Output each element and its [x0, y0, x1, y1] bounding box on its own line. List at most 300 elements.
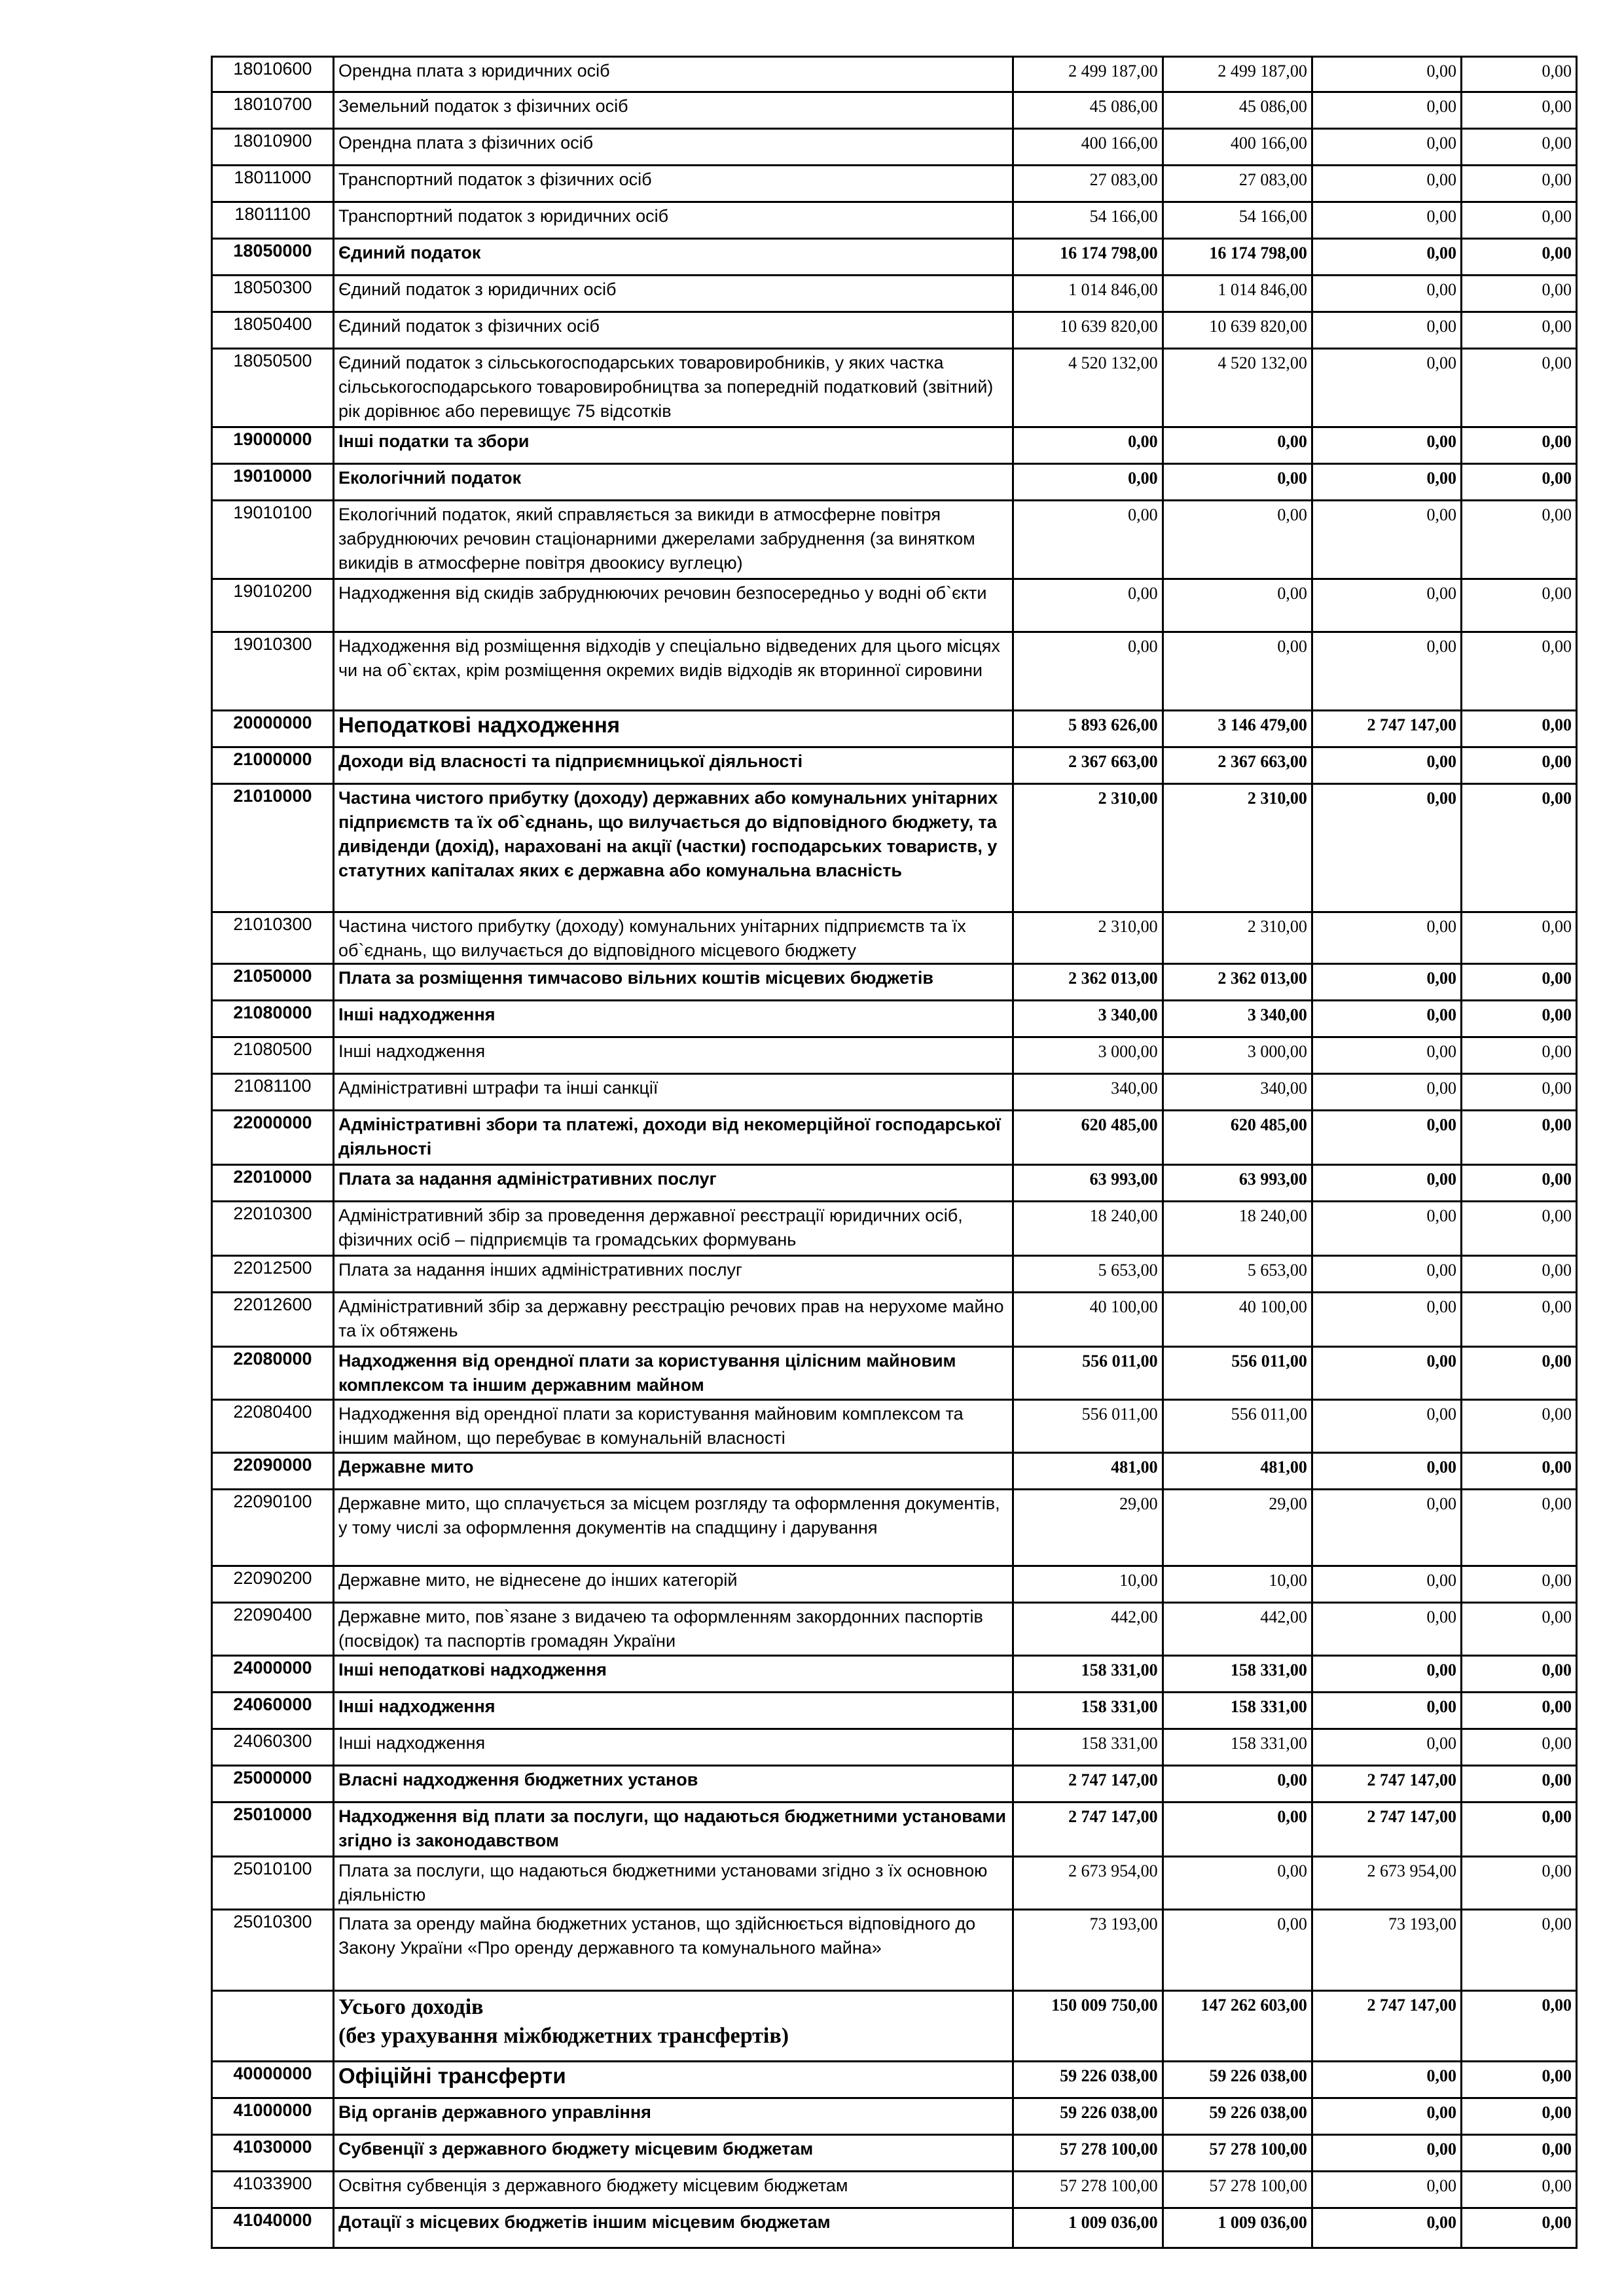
row-value-2: 57 278 100,00: [1163, 2172, 1312, 2208]
table-row: [212, 2208, 1577, 2248]
row-value-1: 16 174 798,00: [1013, 239, 1163, 276]
row-name: Власні надходження бюджетних установ: [333, 1766, 1013, 1803]
row-value-1: 0,00: [1013, 501, 1163, 579]
row-value-3: 2 747 147,00: [1312, 1991, 1461, 2062]
row-value-4: 0,00: [1462, 1656, 1577, 1693]
row-value-3: 2 673 954,00: [1312, 1857, 1461, 1910]
row-value-2: 2 367 663,00: [1163, 747, 1312, 784]
row-name: Інші надходження: [333, 1001, 1013, 1037]
row-value-1: 27 083,00: [1013, 166, 1163, 202]
row-value-4: 0,00: [1462, 2172, 1577, 2208]
table-row: [212, 1202, 1577, 1256]
row-code: 18010600: [212, 57, 334, 92]
row-code: 25000000: [212, 1766, 334, 1803]
table-row: [212, 166, 1577, 202]
row-value-3: 0,00: [1312, 1111, 1461, 1165]
row-name: Єдиний податок з юридичних осіб: [333, 276, 1013, 312]
row-value-4: 0,00: [1462, 1400, 1577, 1453]
row-name: Адміністративний збір за проведення державної реєстрації юридичних осіб, фізичних осіб – підприємців та громадських формувань: [333, 1202, 1013, 1256]
row-name: Субвенції з державного бюджету місцевим бюджетам: [333, 2135, 1013, 2172]
table-row: [212, 464, 1577, 501]
row-value-4: 0,00: [1462, 1910, 1577, 1991]
row-name: Адміністративні збори та платежі, доходи від некомерційної господарської діяльності: [333, 1111, 1013, 1165]
row-name: Частина чистого прибутку (доходу) комунальних унітарних підприємств та їх об`єднань, що вилучається до відповідного місцевого бюджету: [333, 912, 1013, 964]
table-row: [212, 1910, 1577, 1991]
table-row: [212, 2172, 1577, 2208]
row-value-4: 0,00: [1462, 57, 1577, 92]
table-row: [212, 1165, 1577, 1202]
row-code: 41000000: [212, 2098, 334, 2135]
row-value-4: 0,00: [1462, 747, 1577, 784]
row-code: 25010000: [212, 1803, 334, 1857]
row-value-1: 2 310,00: [1013, 784, 1163, 912]
row-code: 22000000: [212, 1111, 334, 1165]
row-name: Офіційні трансферти: [333, 2062, 1013, 2098]
row-name: Інші надходження: [333, 1693, 1013, 1729]
row-name: Надходження від орендної плати за користування цілісним майновим комплексом та іншим державним майном: [333, 1347, 1013, 1400]
row-code: 18011000: [212, 166, 334, 202]
row-code: 18011100: [212, 202, 334, 239]
row-value-4: 0,00: [1462, 1693, 1577, 1729]
row-value-4: 0,00: [1462, 1347, 1577, 1400]
row-name: Єдиний податок: [333, 239, 1013, 276]
row-code: 22010300: [212, 1202, 334, 1256]
row-name: Освітня субвенція з державного бюджету місцевим бюджетам: [333, 2172, 1013, 2208]
row-name: Плата за розміщення тимчасово вільних коштів місцевих бюджетів: [333, 964, 1013, 1001]
table-row: [212, 1037, 1577, 1074]
row-code: 18050500: [212, 349, 334, 427]
table-row: [212, 1857, 1577, 1910]
row-value-3: 0,00: [1312, 92, 1461, 129]
row-name: Орендна плата з юридичних осіб: [333, 57, 1013, 92]
table-row: [212, 129, 1577, 166]
row-value-3: 0,00: [1312, 1001, 1461, 1037]
table-row: [212, 632, 1577, 711]
row-value-2: 5 653,00: [1163, 1256, 1312, 1293]
row-value-1: 620 485,00: [1013, 1111, 1163, 1165]
table-row: [212, 1603, 1577, 1656]
row-value-1: 5 893 626,00: [1013, 711, 1163, 747]
table-row: [212, 1656, 1577, 1693]
table-row: [212, 1074, 1577, 1111]
row-code: 19010000: [212, 464, 334, 501]
row-code: 22090400: [212, 1603, 334, 1656]
row-name: Державне мито, пов`язане з видачею та оформленням закордонних паспортів (посвідок) та паспортів громадян України: [333, 1603, 1013, 1656]
table-row: [212, 579, 1577, 632]
row-value-3: 0,00: [1312, 747, 1461, 784]
row-value-3: 0,00: [1312, 464, 1461, 501]
row-code: 22010000: [212, 1165, 334, 1202]
row-value-4: 0,00: [1462, 1453, 1577, 1490]
table-row: [212, 1803, 1577, 1857]
row-value-1: 340,00: [1013, 1074, 1163, 1111]
row-value-3: 0,00: [1312, 276, 1461, 312]
row-value-1: 2 499 187,00: [1013, 57, 1163, 92]
row-name: Екологічний податок, який справляється за викиди в атмосферне повітря забруднюючих речовин стаціонарними джерелами забруднення (за винятком викидів в атмосферне повітря двоокису вуглецю): [333, 501, 1013, 579]
row-value-4: 0,00: [1462, 1202, 1577, 1256]
row-value-4: 0,00: [1462, 501, 1577, 579]
row-value-4: 0,00: [1462, 2098, 1577, 2135]
row-value-1: 57 278 100,00: [1013, 2172, 1163, 2208]
row-value-3: 0,00: [1312, 2135, 1461, 2172]
table-row: [212, 312, 1577, 349]
row-value-1: 73 193,00: [1013, 1910, 1163, 1991]
row-name: Усього доходів (без урахування міжбюджетних трансфертів): [333, 1991, 1013, 2062]
row-name: Плата за послуги, що надаються бюджетними установами згідно з їх основною діяльністю: [333, 1857, 1013, 1910]
table-row: [212, 2062, 1577, 2098]
row-value-4: 0,00: [1462, 1001, 1577, 1037]
row-code: 22090200: [212, 1566, 334, 1603]
row-value-2: 158 331,00: [1163, 1693, 1312, 1729]
row-value-2: 27 083,00: [1163, 166, 1312, 202]
row-code: 41033900: [212, 2172, 334, 2208]
table-row: [212, 57, 1577, 92]
row-value-4: 0,00: [1462, 1991, 1577, 2062]
row-name: Єдиний податок з фізичних осіб: [333, 312, 1013, 349]
row-code: 19010200: [212, 579, 334, 632]
table-row: [212, 747, 1577, 784]
row-name: Транспортний податок з юридичних осіб: [333, 202, 1013, 239]
row-code: 41030000: [212, 2135, 334, 2172]
row-value-2: 40 100,00: [1163, 1293, 1312, 1347]
row-value-3: 0,00: [1312, 1729, 1461, 1766]
row-value-1: 0,00: [1013, 579, 1163, 632]
row-code: 18010700: [212, 92, 334, 129]
row-value-3: 0,00: [1312, 1400, 1461, 1453]
row-value-3: 2 747 147,00: [1312, 1766, 1461, 1803]
row-value-4: 0,00: [1462, 579, 1577, 632]
row-value-1: 2 673 954,00: [1013, 1857, 1163, 1910]
row-value-1: 0,00: [1013, 427, 1163, 464]
table-row: [212, 1729, 1577, 1766]
row-value-1: 556 011,00: [1013, 1347, 1163, 1400]
row-code: 22090000: [212, 1453, 334, 1490]
row-value-3: 0,00: [1312, 579, 1461, 632]
table-row: [212, 711, 1577, 747]
table-row: [212, 202, 1577, 239]
row-value-2: 1 009 036,00: [1163, 2208, 1312, 2248]
table-row: [212, 1453, 1577, 1490]
row-value-2: 0,00: [1163, 464, 1312, 501]
row-name: Орендна плата з фізичних осіб: [333, 129, 1013, 166]
row-value-4: 0,00: [1462, 166, 1577, 202]
row-value-1: 59 226 038,00: [1013, 2098, 1163, 2135]
row-value-1: 40 100,00: [1013, 1293, 1163, 1347]
row-value-4: 0,00: [1462, 1857, 1577, 1910]
row-value-1: 442,00: [1013, 1603, 1163, 1656]
row-value-1: 2 747 147,00: [1013, 1803, 1163, 1857]
row-value-4: 0,00: [1462, 349, 1577, 427]
row-value-1: 54 166,00: [1013, 202, 1163, 239]
row-name: Дотації з місцевих бюджетів іншим місцевим бюджетам: [333, 2208, 1013, 2248]
row-value-1: 0,00: [1013, 464, 1163, 501]
row-value-1: 2 747 147,00: [1013, 1766, 1163, 1803]
row-code: 18050400: [212, 312, 334, 349]
row-name: Інші надходження: [333, 1037, 1013, 1074]
row-value-2: 556 011,00: [1163, 1347, 1312, 1400]
row-code: 21010300: [212, 912, 334, 964]
table-row: [212, 1256, 1577, 1293]
row-value-2: 3 000,00: [1163, 1037, 1312, 1074]
row-name: Плата за надання адміністративних послуг: [333, 1165, 1013, 1202]
row-value-1: 5 653,00: [1013, 1256, 1163, 1293]
row-value-2: 0,00: [1163, 1857, 1312, 1910]
row-value-4: 0,00: [1462, 1293, 1577, 1347]
row-code: 21081100: [212, 1074, 334, 1111]
row-value-4: 0,00: [1462, 239, 1577, 276]
row-value-2: 340,00: [1163, 1074, 1312, 1111]
row-value-3: 0,00: [1312, 1256, 1461, 1293]
row-name: Державне мито, що сплачується за місцем розгляду та оформлення документів, у тому числі за оформлення документів на спадщину і дарування: [333, 1490, 1013, 1566]
row-value-4: 0,00: [1462, 1766, 1577, 1803]
row-value-4: 0,00: [1462, 2208, 1577, 2248]
row-name: Земельний податок з фізичних осіб: [333, 92, 1013, 129]
row-value-2: 0,00: [1163, 501, 1312, 579]
row-value-4: 0,00: [1462, 784, 1577, 912]
row-value-1: 2 310,00: [1013, 912, 1163, 964]
table-row: [212, 1766, 1577, 1803]
row-value-2: 29,00: [1163, 1490, 1312, 1566]
row-value-3: 0,00: [1312, 239, 1461, 276]
row-value-1: 2 362 013,00: [1013, 964, 1163, 1001]
row-value-3: 2 747 147,00: [1312, 1803, 1461, 1857]
row-value-2: 556 011,00: [1163, 1400, 1312, 1453]
row-code: 22012600: [212, 1293, 334, 1347]
row-value-2: 2 499 187,00: [1163, 57, 1312, 92]
table-row: [212, 912, 1577, 964]
row-value-1: 63 993,00: [1013, 1165, 1163, 1202]
row-value-4: 0,00: [1462, 1803, 1577, 1857]
row-value-2: 3 146 479,00: [1163, 711, 1312, 747]
row-value-1: 18 240,00: [1013, 1202, 1163, 1256]
row-value-3: 0,00: [1312, 501, 1461, 579]
table-row: [212, 2098, 1577, 2135]
row-value-2: 158 331,00: [1163, 1656, 1312, 1693]
row-value-1: 0,00: [1013, 632, 1163, 711]
row-value-4: 0,00: [1462, 92, 1577, 129]
row-name: Транспортний податок з фізичних осіб: [333, 166, 1013, 202]
row-name: Єдиний податок з сільськогосподарських товаровиробників, у яких частка сільськогосподарського товаровиробництва за попередній податковий (звітний) рік дорівнює або перевищує 75 відсотків: [333, 349, 1013, 427]
row-value-2: 0,00: [1163, 1766, 1312, 1803]
row-value-1: 150 009 750,00: [1013, 1991, 1163, 2062]
row-name: Інші неподаткові надходження: [333, 1656, 1013, 1693]
row-value-3: 0,00: [1312, 964, 1461, 1001]
row-value-3: 0,00: [1312, 912, 1461, 964]
row-value-4: 0,00: [1462, 1603, 1577, 1656]
table-row: [212, 1347, 1577, 1400]
row-value-4: 0,00: [1462, 1256, 1577, 1293]
row-code: 20000000: [212, 711, 334, 747]
row-name: Доходи від власності та підприємницької діяльності: [333, 747, 1013, 784]
row-value-3: 0,00: [1312, 1293, 1461, 1347]
table-row: [212, 1490, 1577, 1566]
row-value-2: 2 310,00: [1163, 784, 1312, 912]
table-row: [212, 964, 1577, 1001]
table-row: [212, 92, 1577, 129]
row-value-4: 0,00: [1462, 2135, 1577, 2172]
row-value-2: 59 226 038,00: [1163, 2062, 1312, 2098]
table-row: [212, 427, 1577, 464]
row-value-2: 481,00: [1163, 1453, 1312, 1490]
row-code: 21000000: [212, 747, 334, 784]
row-code: 18050300: [212, 276, 334, 312]
row-name: Державне мито: [333, 1453, 1013, 1490]
row-name: Екологічний податок: [333, 464, 1013, 501]
row-value-1: 158 331,00: [1013, 1693, 1163, 1729]
row-value-3: 0,00: [1312, 1603, 1461, 1656]
row-value-2: 2 362 013,00: [1163, 964, 1312, 1001]
table-row: [212, 1111, 1577, 1165]
row-value-2: 4 520 132,00: [1163, 349, 1312, 427]
row-value-1: 10,00: [1013, 1566, 1163, 1603]
row-value-4: 0,00: [1462, 202, 1577, 239]
row-code: 25010100: [212, 1857, 334, 1910]
row-value-1: 1 014 846,00: [1013, 276, 1163, 312]
revenue-table: [211, 56, 1578, 2249]
table-row: [212, 1001, 1577, 1037]
row-value-4: 0,00: [1462, 1111, 1577, 1165]
row-value-1: 29,00: [1013, 1490, 1163, 1566]
row-value-1: 158 331,00: [1013, 1656, 1163, 1693]
row-value-3: 0,00: [1312, 1453, 1461, 1490]
row-code: 18050000: [212, 239, 334, 276]
row-value-3: 0,00: [1312, 1656, 1461, 1693]
row-value-1: 481,00: [1013, 1453, 1163, 1490]
table-row: [212, 349, 1577, 427]
row-value-1: 3 340,00: [1013, 1001, 1163, 1037]
row-code: 24000000: [212, 1656, 334, 1693]
row-value-4: 0,00: [1462, 1566, 1577, 1603]
row-value-2: 2 310,00: [1163, 912, 1312, 964]
table-row: [212, 1400, 1577, 1453]
table-row: [212, 2135, 1577, 2172]
row-value-3: 0,00: [1312, 1490, 1461, 1566]
row-value-3: 2 747 147,00: [1312, 711, 1461, 747]
table-row: [212, 784, 1577, 912]
row-name: Інші надходження: [333, 1729, 1013, 1766]
row-code: 40000000: [212, 2062, 334, 2098]
row-value-2: 16 174 798,00: [1163, 239, 1312, 276]
row-code: 21080000: [212, 1001, 334, 1037]
row-value-1: 3 000,00: [1013, 1037, 1163, 1074]
row-value-3: 0,00: [1312, 632, 1461, 711]
row-value-2: 45 086,00: [1163, 92, 1312, 129]
row-value-3: 0,00: [1312, 1074, 1461, 1111]
row-name: Надходження від орендної плати за користування майновим комплексом та іншим майном, що перебуває в комунальній власності: [333, 1400, 1013, 1453]
table-row: [212, 1693, 1577, 1729]
table-row: [212, 501, 1577, 579]
row-value-4: 0,00: [1462, 464, 1577, 501]
row-value-3: 0,00: [1312, 129, 1461, 166]
row-code: 21050000: [212, 964, 334, 1001]
row-value-4: 0,00: [1462, 1074, 1577, 1111]
row-value-2: 59 226 038,00: [1163, 2098, 1312, 2135]
row-value-4: 0,00: [1462, 1165, 1577, 1202]
row-value-3: 0,00: [1312, 2208, 1461, 2248]
row-value-2: 0,00: [1163, 632, 1312, 711]
row-value-4: 0,00: [1462, 276, 1577, 312]
row-value-3: 0,00: [1312, 784, 1461, 912]
row-code: 19000000: [212, 427, 334, 464]
row-value-3: 0,00: [1312, 1037, 1461, 1074]
row-value-1: 45 086,00: [1013, 92, 1163, 129]
row-value-2: 0,00: [1163, 1910, 1312, 1991]
row-value-2: 442,00: [1163, 1603, 1312, 1656]
row-value-2: 10 639 820,00: [1163, 312, 1312, 349]
row-code: 24060300: [212, 1729, 334, 1766]
row-value-1: 4 520 132,00: [1013, 349, 1163, 427]
row-value-3: 0,00: [1312, 2172, 1461, 2208]
row-value-2: 0,00: [1163, 579, 1312, 632]
row-value-2: 400 166,00: [1163, 129, 1312, 166]
row-value-3: 0,00: [1312, 312, 1461, 349]
row-name: Надходження від скидів забруднюючих речовин безпосередньо у водні об`єкти: [333, 579, 1013, 632]
row-name: Державне мито, не віднесене до інших категорій: [333, 1566, 1013, 1603]
row-name: Адміністративні штрафи та інші санкції: [333, 1074, 1013, 1111]
row-code: 21080500: [212, 1037, 334, 1074]
row-value-3: 0,00: [1312, 2098, 1461, 2135]
row-value-2: 57 278 100,00: [1163, 2135, 1312, 2172]
row-name: Від органів державного управління: [333, 2098, 1013, 2135]
row-code: 22012500: [212, 1256, 334, 1293]
row-value-3: 0,00: [1312, 1165, 1461, 1202]
row-name: Частина чистого прибутку (доходу) державних або комунальних унітарних підприємств та їх об`єднань, що вилучається до відповідного бюджету, та дивіденди (дохід), нараховані на акції (частки) господарських товариств, у статутних капіталах яких є державна або комунальна власність: [333, 784, 1013, 912]
row-code: 24060000: [212, 1693, 334, 1729]
row-value-4: 0,00: [1462, 964, 1577, 1001]
row-value-4: 0,00: [1462, 711, 1577, 747]
row-value-1: 10 639 820,00: [1013, 312, 1163, 349]
row-value-2: 0,00: [1163, 1803, 1312, 1857]
row-value-3: 73 193,00: [1312, 1910, 1461, 1991]
row-value-2: 0,00: [1163, 427, 1312, 464]
row-value-3: 0,00: [1312, 57, 1461, 92]
row-value-3: 0,00: [1312, 166, 1461, 202]
row-value-3: 0,00: [1312, 2062, 1461, 2098]
row-value-4: 0,00: [1462, 2062, 1577, 2098]
row-value-1: 1 009 036,00: [1013, 2208, 1163, 2248]
table-row: [212, 239, 1577, 276]
row-code: 22090100: [212, 1490, 334, 1566]
row-value-2: 158 331,00: [1163, 1729, 1312, 1766]
row-name: Інші податки та збори: [333, 427, 1013, 464]
table-row: [212, 1991, 1577, 2062]
row-value-3: 0,00: [1312, 349, 1461, 427]
row-value-3: 0,00: [1312, 202, 1461, 239]
row-code: 22080000: [212, 1347, 334, 1400]
row-value-4: 0,00: [1462, 1490, 1577, 1566]
row-code: [212, 1991, 334, 2062]
table-row: [212, 1566, 1577, 1603]
row-name: Адміністративний збір за державну реєстрацію речових прав на нерухоме майно та їх обтяжень: [333, 1293, 1013, 1347]
row-value-3: 0,00: [1312, 1566, 1461, 1603]
row-value-3: 0,00: [1312, 427, 1461, 464]
row-code: 19010300: [212, 632, 334, 711]
row-code: 18010900: [212, 129, 334, 166]
row-code: 21010000: [212, 784, 334, 912]
row-value-4: 0,00: [1462, 312, 1577, 349]
row-value-2: 10,00: [1163, 1566, 1312, 1603]
row-value-3: 0,00: [1312, 1202, 1461, 1256]
row-value-1: 158 331,00: [1013, 1729, 1163, 1766]
row-name: Неподаткові надходження: [333, 711, 1013, 747]
row-value-4: 0,00: [1462, 129, 1577, 166]
row-name: Надходження від розміщення відходів у спеціально відведених для цього місцях чи на об`єктах, крім розміщення окремих видів відходів як вторинної сировини: [333, 632, 1013, 711]
row-name: Плата за оренду майна бюджетних установ, що здійснюється відповідного до Закону України «Про оренду державного та комунального майна»: [333, 1910, 1013, 1991]
row-value-4: 0,00: [1462, 427, 1577, 464]
row-value-2: 1 014 846,00: [1163, 276, 1312, 312]
row-value-2: 54 166,00: [1163, 202, 1312, 239]
row-value-3: 0,00: [1312, 1693, 1461, 1729]
